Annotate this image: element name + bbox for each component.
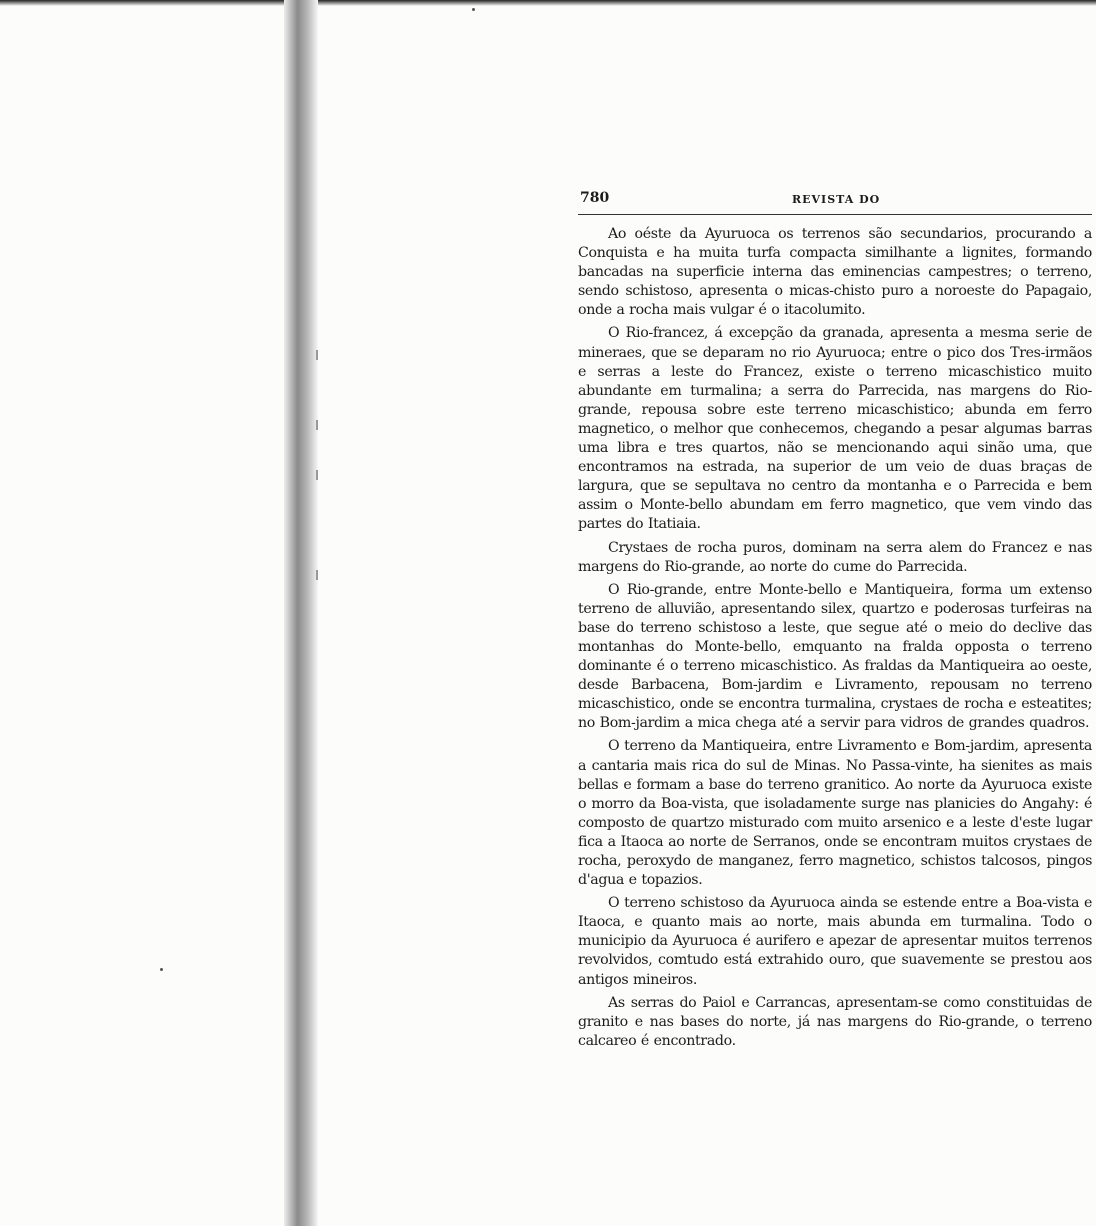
page-number: 780 [580,190,610,206]
running-title: REVISTA DO [792,193,881,206]
scan-mark [316,420,318,430]
book-gutter-shadow [284,0,318,1226]
scan-top-edge [0,0,1096,6]
paragraph: O Rio-grande, entre Monte-bello e Mantiqueira, forma um extenso terreno de alluvião, apresentando silex, quartzo e poderosas turfeiras na base do terreno schistoso a leste, que segue até o meio do declive das montanhas do Monte-bello, emquanto na fralda opposta o terreno dominante é o terreno micaschistico. As fraldas da Mantiqueira ao oeste, desde Barbacena, Bom-jardim e Livramento, repousam no terreno micaschistico, onde se encontra turmalina, crystaes de rocha e esteatites; no Bom-jardim a mica chega até a servir para vidros de grandes quadros. [578,581,1092,732]
paragraph: Ao oéste da Ayuruoca os terrenos são secundarios, procurando a Conquista e ha muita turfa compacta similhante a lignites, formando bancadas na superficie interna das eminencias campestres; o terreno, sendo schistoso, apresenta o micas-chisto puro a noroeste do Papagaio, onde a rocha mais vulgar é o itacolumito. [578,226,1092,319]
scan-speck [160,968,163,971]
paragraph: As serras do Paiol e Carrancas, apresentam-se como constituidas de granito e nas bases do norte, já nas margens do Rio-grande, o terreno calcareo é encontrado. [578,994,1092,1049]
paragraph: O terreno schistoso da Ayuruoca ainda se estende entre a Boa-vista e Itaoca, e quanto mais ao norte, mais abunda em turmalina. Todo o municipio da Ayuruoca é aurifero e apezar de apresentar muitos terrenos revolvidos, comtudo está extrahido ouro, que suavemente se prestou aos antigos mineiros. [578,895,1092,988]
book-page [578,188,1092,1055]
paragraph: O terreno da Mantiqueira, entre Livramento e Bom-jardim, apresenta a cantaria mais rica do sul de Minas. No Passa-vinte, ha sienites as mais bellas e formam a base do terreno granitico. Ao norte da Ayuruoca existe o morro da Boa-vista, que isoladamente surge nas planicies do Angahy: é composto de quartzo misturado com muito arsenico e a leste d'este lugar fica a Itaoca ao norte de Serranos, onde se encontram muitos crystaes de rocha, peroxydo de manganez, ferro magnetico, schistos talcosos, pingos d'agua e topazios. [578,738,1092,889]
header-rule [578,214,1092,215]
paragraph: Crystaes de rocha puros, dominam na serra alem do Francez e nas margens do Rio-grande, ao norte do cume do Parrecida. [578,539,1092,575]
paragraph: O Rio-francez, á excepção da granada, apresenta a mesma serie de mineraes, que se deparam no rio Ayuruoca; entre o pico dos Tres-irmãos e serras a leste do Francez, existe o terreno micaschistico muito abundante em turmalina; a serra do Parrecida, nas margens do Rio-grande, repousa sobre este terreno micaschistico; abunda em ferro magnetico, o melhor que conhecemos, chegando a pesar algumas barras uma libra e tres quartos, não se mencionando aqui sinão uma, que encontramos na estrada, na superior de um veio de duas braças de largura, que se sepultava no centro da montanha e o Parrecida e bem assim o Monte-bello abundam em ferro magnetico, que vem vindo das partes do Itatiaia. [578,325,1092,533]
scan-mark [316,470,318,480]
scan-mark [316,570,318,580]
page-header [578,188,1092,210]
scan-mark [316,350,318,360]
scan-speck [472,8,475,11]
